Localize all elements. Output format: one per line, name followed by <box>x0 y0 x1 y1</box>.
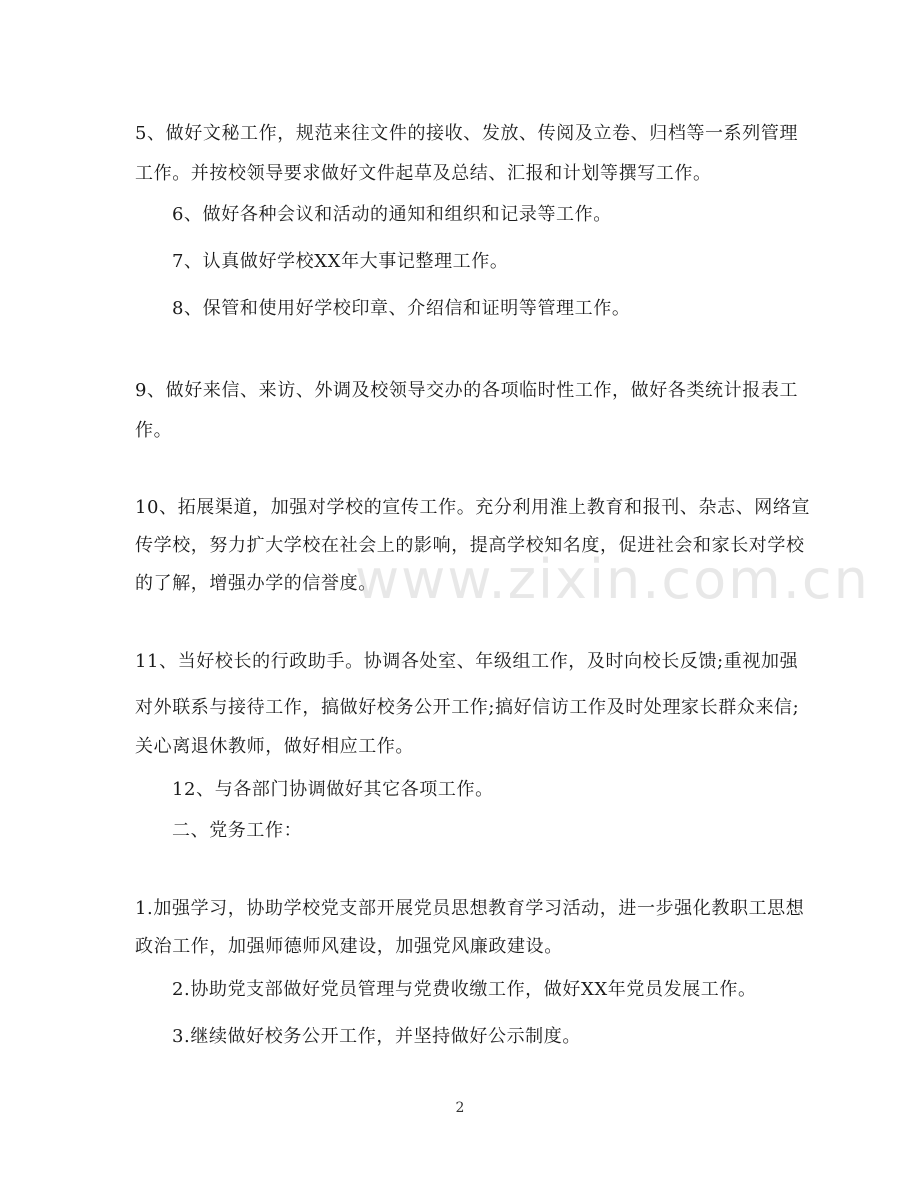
text-line: 3.继续做好校务公开工作，并坚持做好公示制度。 <box>172 1026 581 1047</box>
watermark: www.zixin.com.cn <box>355 548 870 611</box>
text-line: 5、做好文秘工作，规范来往文件的接收、发放、传阅及立卷、归档等一系列管理 <box>135 123 799 144</box>
text-line: 传学校，努力扩大学校在社会上的影响，提高学校知名度，促进社会和家长对学校 <box>135 535 805 556</box>
text-line: 11、当好校长的行政助手。协调各处室、年级组工作，及时向校长反馈;重视加强 <box>135 651 799 672</box>
text-line: 关心离退休教师，做好相应工作。 <box>135 736 414 757</box>
text-line: 的了解，增强办学的信誉度。 <box>135 573 377 594</box>
text-line: 2.协助党支部做好党员管理与党费收缴工作，做好XX年党员发展工作。 <box>172 979 757 1000</box>
text-line: 作。 <box>135 420 173 441</box>
text-line: 12、与各部门协调做好其它各项工作。 <box>172 779 494 800</box>
text-line: 8、保管和使用好学校印章、介绍信和证明等管理工作。 <box>172 298 631 319</box>
text-line: 6、做好各种会议和活动的通知和组织和记录等工作。 <box>172 204 612 225</box>
text-line: 7、认真做好学校XX年大事记整理工作。 <box>172 251 509 272</box>
text-line: 9、做好来信、来访、外调及校领导交办的各项临时性工作，做好各类统计报表工 <box>135 380 799 401</box>
text-line: 10、拓展渠道，加强对学校的宣传工作。充分利用淮上教育和报刊、杂志、网络宣 <box>135 497 811 518</box>
text-line: 对外联系与接待工作，搞做好校务公开工作;搞好信访工作及时处理家长群众来信; <box>135 697 800 718</box>
text-line: 政治工作，加强师德师风建设，加强党风廉政建设。 <box>135 936 563 957</box>
section-heading: 二、党务工作： <box>172 820 303 841</box>
text-line: 工作。并按校领导要求做好文件起草及总结、汇报和计划等撰写工作。 <box>135 163 712 184</box>
text-line: 1.加强学习，协助学校党支部开展党员思想教育学习活动，进一步强化教职工思想 <box>135 898 805 919</box>
page-number: 2 <box>455 1100 465 1116</box>
